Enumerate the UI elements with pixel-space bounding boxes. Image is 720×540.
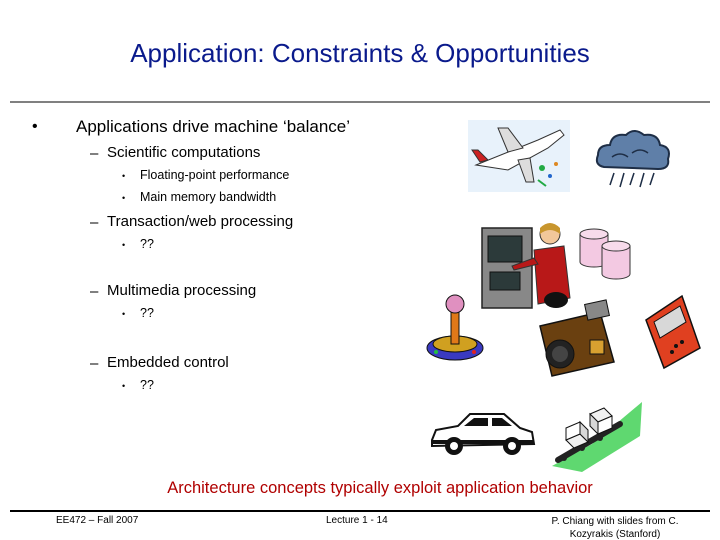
bullet-marker: •	[32, 118, 38, 135]
footer-credit-line: P. Chiang with slides from C.	[551, 516, 679, 527]
cellphone-icon	[640, 290, 704, 370]
sub-item: Floating-point performance	[140, 168, 290, 182]
sub-dot: •	[122, 309, 126, 319]
section-label: Scientific computations	[107, 144, 261, 161]
main-bullet: Applications drive machine ‘balance’	[76, 117, 351, 136]
footer-divider	[10, 510, 710, 512]
section-label: Multimedia processing	[107, 282, 257, 299]
sub-item: ??	[140, 237, 154, 251]
conveyor-boxes-icon	[552, 396, 642, 474]
sub-dot: •	[122, 240, 126, 250]
sub-item: ??	[140, 306, 154, 320]
title-divider	[10, 101, 710, 103]
dash-marker: –	[90, 355, 99, 372]
database-cylinders-icon	[576, 226, 634, 284]
section-label: Embedded control	[107, 354, 229, 371]
airplane-clipart-icon	[468, 120, 570, 192]
footer-credit	[540, 515, 690, 540]
bottom-note: Architecture concepts typically exploit application behavior	[167, 479, 593, 497]
joystick-icon	[424, 292, 486, 364]
sub-dot: •	[122, 171, 126, 181]
dash-marker: –	[90, 283, 99, 300]
dash-marker: –	[90, 145, 99, 162]
sub-dot: •	[122, 381, 126, 391]
footer-credit-line: Kozyrakis (Stanford)	[569, 529, 661, 540]
section-label: Transaction/web processing	[107, 213, 294, 230]
sub-item: ??	[140, 378, 154, 392]
footer-course: EE472 – Fall 2007	[56, 515, 139, 526]
car-icon	[428, 410, 538, 458]
dash-marker: –	[90, 214, 99, 231]
slide-title: Application: Constraints & Opportunities	[130, 38, 590, 68]
storm-cloud-icon	[594, 127, 672, 189]
sub-item: Main memory bandwidth	[140, 190, 277, 204]
sub-dot: •	[122, 193, 126, 203]
footer-lecture: Lecture 1 - 14	[326, 515, 388, 526]
camcorder-icon	[530, 296, 622, 382]
